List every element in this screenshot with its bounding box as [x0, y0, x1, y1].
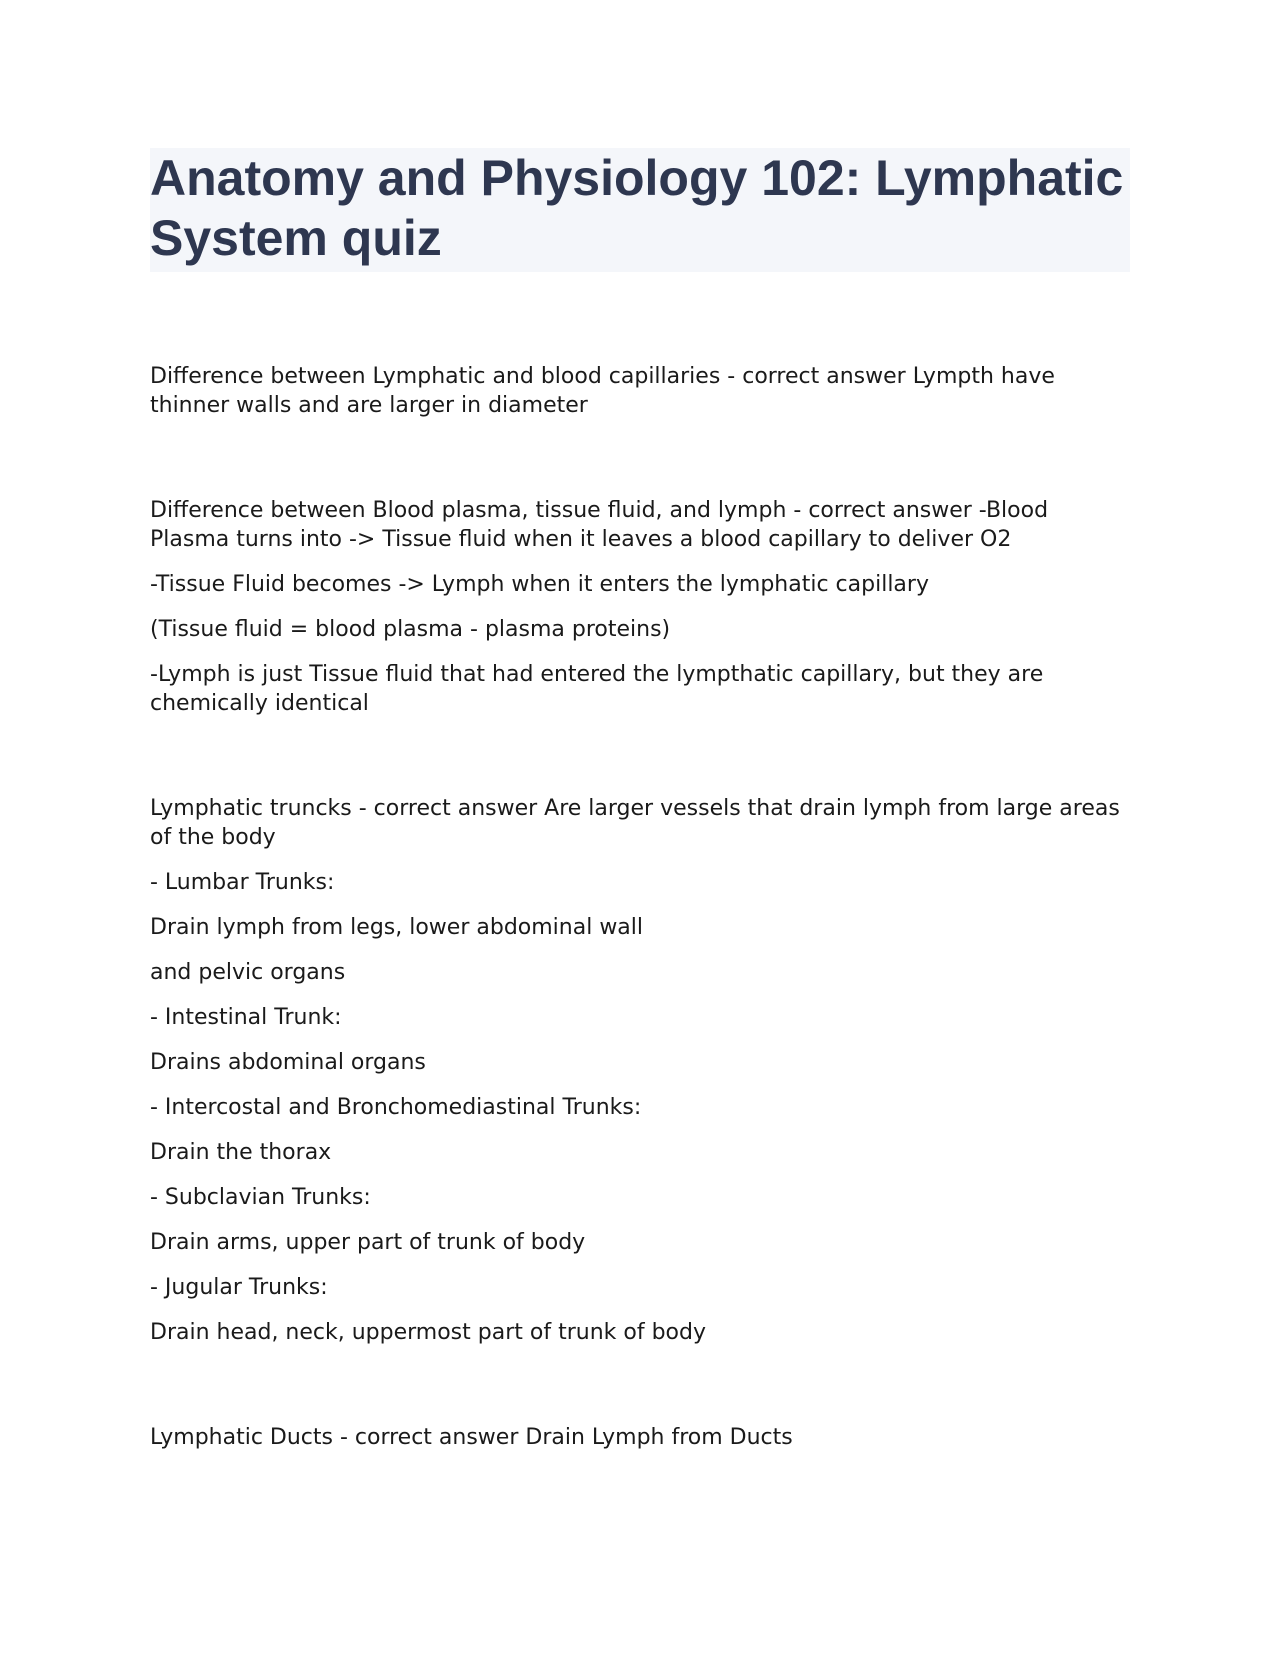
- paragraph: -Tissue Fluid becomes -> Lymph when it enters the lymphatic capillary: [150, 572, 929, 597]
- page-title: Anatomy and Physiology 102: Lymphatic System quiz: [150, 150, 1124, 266]
- document-page: [150, 148, 1130, 1468]
- paragraph: Drain arms, upper part of trunk of body: [150, 1230, 586, 1255]
- title-banner: [150, 148, 1130, 272]
- paragraph: Drain the thorax: [150, 1140, 332, 1165]
- paragraph: -Lymph is just Tissue fluid that had entered the lympthatic capillary, but they are chemically identical: [150, 662, 1044, 716]
- paragraph: - Subclavian Trunks:: [150, 1185, 371, 1210]
- paragraph: - Intestinal Trunk:: [150, 1005, 342, 1030]
- qa-section-plasma-fluid-lymph: [150, 496, 1130, 718]
- paragraph: (Tissue fluid = blood plasma - plasma proteins): [150, 617, 671, 642]
- paragraph: - Lumbar Trunks:: [150, 870, 335, 895]
- paragraph: Difference between Blood plasma, tissue fluid, and lymph - correct answer -Blood Plasma turns into -> Tissue fluid when it leaves a blood capillary to deliver O2: [150, 498, 1049, 552]
- paragraph: Drains abdominal organs: [150, 1050, 426, 1075]
- paragraph: Drain head, neck, uppermost part of trunk of body: [150, 1320, 706, 1345]
- paragraph: Lymphatic Ducts - correct answer Drain Lymph from Ducts: [150, 1425, 793, 1450]
- qa-section-capillaries: [150, 362, 1130, 420]
- qa-section-lymphatic-ducts: [150, 1423, 1130, 1452]
- paragraph: and pelvic organs: [150, 960, 346, 985]
- paragraph: Lymphatic truncks - correct answer Are larger vessels that drain lymph from large areas of the body: [150, 796, 1120, 850]
- paragraph: - Jugular Trunks:: [150, 1275, 328, 1300]
- qa-section-lymphatic-trunks: [150, 794, 1130, 1347]
- paragraph: Drain lymph from legs, lower abdominal wall: [150, 915, 644, 940]
- paragraph: - Intercostal and Bronchomediastinal Trunks:: [150, 1095, 642, 1120]
- document-body: [150, 362, 1130, 1452]
- paragraph: Difference between Lymphatic and blood capillaries - correct answer Lympth have thinner walls and are larger in diameter: [150, 364, 1055, 418]
